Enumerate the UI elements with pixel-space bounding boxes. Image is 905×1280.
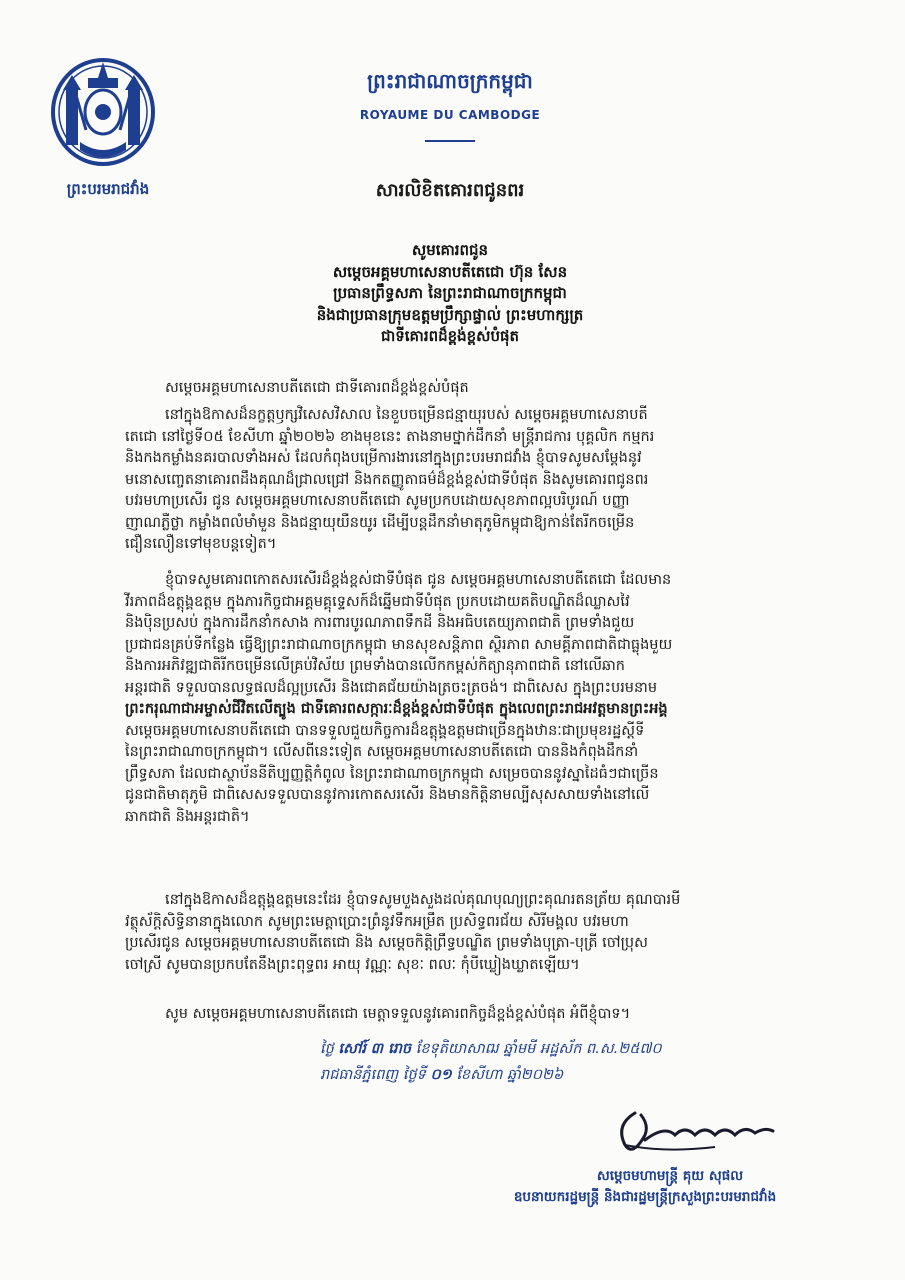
paragraph-line: នៅក្នុងឱកាសដ៏នក្ខត្តឫក្សវិសេសវិសាល នៃខួបចម្រើនជន្មាយុរបស់ សម្តេចអគ្គមហាសេនាបតី xyxy=(165,407,648,423)
addressee-line: សូមគោរពជូន xyxy=(411,241,489,259)
ministry-label: ព្រះបរមរាជវាំង xyxy=(66,180,150,198)
paragraph-line: មនោសញ្ចេតនាគោរពដឹងគុណដ៏ជ្រាលជ្រៅ និងកតញ្ញូតាធម៌ដ៏ខ្ពង់ខ្ពស់ជាទីបំផុត និងសូមគោរពជូនពរ xyxy=(125,471,649,488)
solar-date xyxy=(320,1066,840,1087)
lunar-day: សៅរ៍ xyxy=(338,1041,367,1057)
paragraph-line: និងកងកម្លាំងនគរបាលទាំងអស់ ដែលកំពុងបម្រើការងារនៅក្នុងព្រះបរមរាជវាំង ខ្ញុំបាទសូមសម្តែងនូវ xyxy=(125,450,642,466)
paragraph-line: វីរភាពដ៏ឧត្តុង្គឧត្តម ក្នុងភារកិច្ចជាអគ្គមគ្គុទ្ទេសក៍ដ៏ឆ្នើមជាទីបំផុត ប្រកបដោយគតិបណ្ឌិតដ៏ឈ្លាសវៃ xyxy=(125,593,630,610)
solar-prefix: រាជធានីភ្នំពេញ ថ្ងៃទី xyxy=(320,1067,426,1083)
paragraph-3 xyxy=(125,890,680,976)
signer-title: ឧបនាយករដ្ឋមន្ត្រី និងជារដ្ឋមន្ត្រីក្រសួងព្រះបរមរាជវាំង xyxy=(513,1189,777,1205)
paragraph-1 xyxy=(125,405,654,556)
addressee-line: និងជាប្រធានក្រុមឧត្តមប្រឹក្សាផ្ទាល់ ព្រះមហាក្សត្រ xyxy=(316,305,584,324)
paragraph-line: ញាណភ្លឺថ្លា កម្លាំងពលំមាំមួន និងជន្មាយុយឺនយូរ ដើម្បីបន្តដឹកនាំមាតុភូមិកម្ពុជាឱ្យកាន់តែរីកចម្រើន xyxy=(125,514,635,531)
addressee-line: សម្តេចអគ្គមហាសេនាបតីតេជោ ហ៊ុន សែន xyxy=(332,262,568,281)
salutation: សម្តេចអគ្គមហាសេនាបតីតេជោ ជាទីគោរពដ៏ខ្ពង់ខ្ពស់បំផុត xyxy=(165,380,469,396)
header-ornament xyxy=(425,140,475,142)
paragraph-line: ប្រសើរជូន សម្តេចអគ្គមហាសេនាបតីតេជោ និង សម្តេចកិត្តិព្រឹទ្ធបណ្ឌិត ព្រមទាំងបុត្រា-បុត្រី ចៅប្រុស xyxy=(125,935,648,951)
paragraph-2 xyxy=(125,570,672,828)
paragraph-line: និងការអភិវឌ្ឍជាតិរីកចម្រើនលើគ្រប់វិស័យ ព្រមទាំងបានលើកកម្ពស់កិត្យានុភាពជាតិ នៅលើឆាក xyxy=(125,658,626,674)
paragraph-line: នៃព្រះរាជាណាចក្រកម្ពុជា។ លើសពីនេះទៀត សម្តេចអគ្គមហាសេនាបតីតេជោ បាននិងកំពុងដឹកនាំ xyxy=(125,744,639,760)
closing-line: សូម សម្តេចអគ្គមហាសេនាបតីតេជោ មេត្តាទទួលនូវគោរពកិច្ចដ៏ខ្ពង់ខ្ពស់បំផុត អំពីខ្ញុំបាទ។ xyxy=(165,1006,631,1022)
lunar-handwritten: ៣ រោច xyxy=(370,1041,412,1057)
addressee-line: ប្រធានព្រឹទ្ធសភា នៃព្រះរាជាណាចក្រកម្ពុជា xyxy=(333,284,567,302)
addressee-block xyxy=(120,240,780,348)
signer-name: សម្តេចមហាមន្ត្រី គុយ សុផល xyxy=(596,1168,744,1184)
paragraph-line: ជូនជាតិមាតុភូមិ ជាពិសេសទទួលបាននូវការកោតសរសើរ និងមានកិត្តិនាមល្បីសុសសាយទាំងនៅលើ xyxy=(125,787,650,803)
paragraph-line: ចៅស្រី សូមបានប្រកបតែនឹងព្រះពុទ្ធពរ អាយុ វណ្ណៈ សុខៈ ពលៈ កុំបីឃ្លៀងឃ្លាតឡើយ។ xyxy=(125,956,580,973)
paragraph-line: វត្ថុស័ក្តិសិទ្ធិនានាក្នុងលោក សូមព្រះមេត្តាប្រោះព្រំនូវទឹកអម្រឹត ប្រសិទ្ធពរជ័យ សិរីមង្គល បវរមហា xyxy=(125,913,629,930)
paragraph-line: អន្តរជាតិ ទទួលបានលទ្ធផលដ៏ល្អប្រសើរ និងជោគជ័យយ៉ាងត្រចះត្រចង់។ ជាពិសេស ក្នុងព្រះបរមនាម xyxy=(125,679,658,696)
paragraph-line: តេជោ នៅថ្ងៃទី០៥ ខែសីហា ឆ្នាំ២០២៦ ខាងមុខនេះ តាងនាមថ្នាក់ដឹកនាំ មន្ត្រីរាជការ បុគ្គលិក កម្មករ xyxy=(125,428,655,445)
paragraph-line: ឆាកជាតិ និងអន្តរជាតិ។ xyxy=(125,808,250,825)
paragraph-line: ប្រជាជនគ្រប់ទីកន្លែង ធ្វើឱ្យព្រះរាជាណាចក្រកម្ពុជា មានសុខសន្តិភាព ស្ថិរភាព សាមគ្គីភាពជាតិជាធ្លុងមួយ xyxy=(125,636,673,653)
lunar-date xyxy=(320,1040,840,1061)
handwritten-signature-icon xyxy=(605,1095,785,1165)
paragraph-line: ជឿនលឿនទៅមុខបន្តទៀត។ xyxy=(125,536,277,552)
lunar-suffix: ខែទុតិយាសាឍ ឆ្នាំមមី អដ្ឋស័ក ព.ស.២៥៧០ xyxy=(415,1041,662,1057)
paragraph-line: ព្រឹទ្ធសភា ដែលជាស្ថាប័ននីតិប្បញ្ញត្តិកំពូល នៃព្រះរាជាណាចក្រកម្ពុជា សម្រេចបាននូវស្នាដៃធំៗជាច្រើន xyxy=(125,765,659,782)
paragraph-line: សម្តេចអគ្គមហាសេនាបតីតេជោ បានទទួលជួយកិច្ចការដ៏ឧត្តុង្គឧត្តមជាច្រើនក្នុងឋានៈជាប្រមុខរដ្ឋស្តីទី xyxy=(125,722,645,739)
royal-arms-emblem-icon xyxy=(48,50,158,170)
solar-day: ០១ xyxy=(430,1067,452,1083)
lunar-prefix: ថ្ងៃ xyxy=(320,1041,334,1057)
solar-suffix: ខែសីហា ឆ្នាំ២០២៦ xyxy=(456,1067,564,1083)
paragraph-line: និងប៉ិនប្រសប់ ក្នុងការដឹកនាំកសាង ការពារបូរណភាពទឹកដី និងអធិបតេយ្យភាពជាតិ ព្រមទាំងជួយ xyxy=(125,615,635,631)
addressee-line: ជាទីគោរពដ៏ខ្ពង់ខ្ពស់បំផុត xyxy=(380,327,520,345)
paragraph-line: នៅក្នុងឱកាសដ៏ឧត្តុង្គឧត្តមនេះដែរ ខ្ញុំបាទសូមបួងសួងដល់គុណបុណ្យព្រះគុណរតនត្រ័យ គុណបារមី xyxy=(165,892,681,908)
kingdom-name-french: ROYAUME DU CAMBODGE xyxy=(359,108,541,122)
paragraph-line: ព្រះករុណាជាអម្ចាស់ជីវិតលើត្បូង ជាទីគោរពសក្ការៈដ៏ខ្ពង់ខ្ពស់ជាទីបំផុត ក្នុងលេពព្រះរាជអវត្តមានព្រះអង្គ xyxy=(125,701,668,717)
letter-title: សារលិខិតគោរពជូនពរ xyxy=(375,180,525,201)
paragraph-line: ខ្ញុំបាទសូមគោរពកោតសរសើរដ៏ខ្ពង់ខ្ពស់ជាទីបំផុត ជូន សម្តេចអគ្គមហាសេនាបតីតេជោ ដែលមាន xyxy=(165,572,672,588)
paragraph-line: បវរមហាប្រសើរ ជូន សម្តេចអគ្គមហាសេនាបតីតេជោ សូមប្រកបដោយសុខភាពល្អបរិបូរណ៍ បញ្ញា xyxy=(125,493,630,509)
kingdom-name-khmer: ព្រះរាជាណាចក្រកម្ពុជា xyxy=(367,69,533,93)
